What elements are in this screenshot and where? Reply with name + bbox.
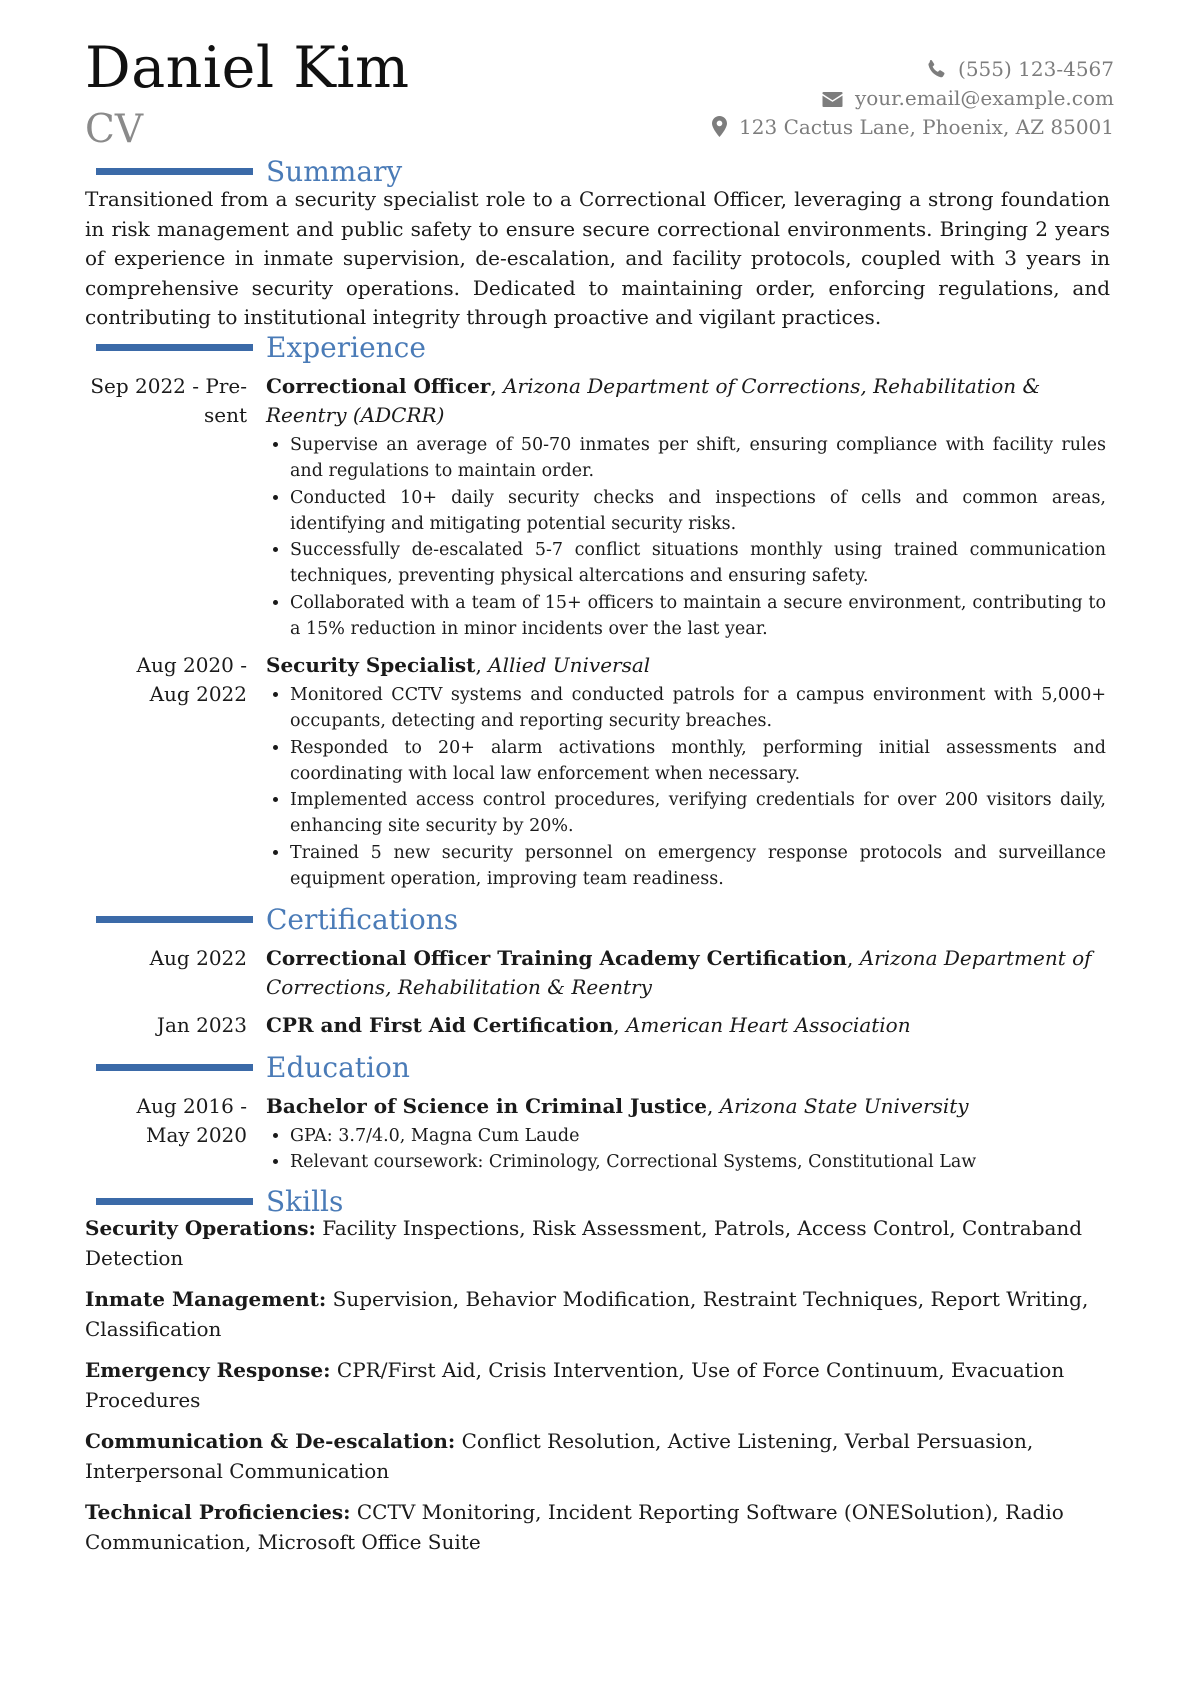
skill-row <box>85 1285 1110 1344</box>
name-heading: Daniel Kim <box>85 35 410 101</box>
date-end: May 2020 <box>146 1123 247 1147</box>
date-end: sent <box>203 403 247 427</box>
section-accent-bar <box>96 1198 253 1205</box>
contact-address <box>712 113 1114 142</box>
issuer: American Heart Association <box>625 1013 911 1037</box>
list-item: • Supervise an average of 50-70 inmates per shift, ensuring compliance with facility rules and regulations to maintain order. <box>290 432 1106 485</box>
section-accent-bar <box>96 168 253 175</box>
skill-text: CPR/First Aid, Crisis Intervention, Use of Force Continuum, Evacuation Procedures <box>85 1358 1065 1412</box>
date-start: Aug 2016 - <box>136 1094 247 1118</box>
skill-text: CCTV Monitoring, Incident Reporting Software (ONESolution), Radio Communication, Microsoft Office Suite <box>85 1500 1064 1554</box>
date-start: Sep 2022 - Pre- <box>90 374 247 398</box>
bullet-list <box>266 1123 1106 1176</box>
skill-label: Emergency Response: <box>85 1358 331 1382</box>
skill-label: Communication & De-escalation: <box>85 1429 456 1453</box>
education-date <box>85 1092 247 1150</box>
experience-date <box>85 651 247 709</box>
skill-label: Technical Proficiencies: <box>85 1500 351 1524</box>
section-accent-bar <box>96 1064 253 1071</box>
location-icon <box>712 116 727 137</box>
date-start: Aug 2020 - <box>136 653 247 677</box>
skill-label: Inmate Management: <box>85 1287 327 1311</box>
employer: Allied Universal <box>488 653 651 677</box>
employer: Arizona Department of Corrections, Rehabilitation & Reentry (ADCRR) <box>266 374 1041 427</box>
institution: Arizona State University <box>719 1094 969 1118</box>
date-end: Aug 2022 <box>149 682 247 706</box>
experience-entry: Security Specialist, Allied Universal • Monitored CCTV systems and conducted patrols for a campus environment with 5,000+ occupants, detecting and reporting security breaches. • Responded to 20+ alarm activations monthly, performing initial assessments and coordinating with local law enforcement when necessary. • Implemented access control procedures, verifying credentials for over 200 visitors daily, enhancing site security by 20%. • Trained 5 new security personnel on emergency response protocols and surveillance equipment operation, improving team readiness. <box>266 651 1106 892</box>
list-item: • Responded to 20+ alarm activations monthly, performing initial assessments and coordinating with local law enforcement when necessary. <box>290 735 1106 788</box>
phone-icon <box>926 59 946 79</box>
certification-title: Correctional Officer Training Academy Certification <box>266 946 847 970</box>
certification-entry: Correctional Officer Training Academy Certification, Arizona Department of Corrections, Rehabilitation & Reentry <box>266 946 1092 999</box>
experience-date <box>85 372 247 430</box>
job-title: Correctional Officer <box>266 374 491 398</box>
skill-row <box>85 1356 1110 1415</box>
contact-block <box>712 55 1114 142</box>
issuer: Arizona Department of Corrections, Rehabilitation & Reentry <box>266 946 1092 999</box>
phone-text: (555) 123-4567 <box>958 57 1114 81</box>
section-accent-bar <box>96 344 253 351</box>
email-icon <box>822 91 843 108</box>
summary-paragraph: Transitioned from a security specialist role to a Correctional Officer, leveraging a strong foundation in risk management and public safety to ensure secure correctional environments. Bringing 2 years of experience in inmate supervision, de-escalation, and facility protocols, coupled with 3 years in comprehensive security operations. Dedicated to maintaining order, enforcing regulations, and contributing to institutional integrity through proactive and vigilant practices. <box>85 187 1110 329</box>
list-item: • Collaborated with a team of 15+ officers to maintain a secure environment, contributing to a 15% reduction in minor incidents over the last year. <box>290 590 1106 643</box>
section-accent-bar <box>96 916 253 923</box>
list-item: • Implemented access control procedures, verifying credentials for over 200 visitors daily, enhancing site security by 20%. <box>290 787 1106 840</box>
certification-date: Aug 2022 <box>149 946 247 970</box>
email-text: your.email@example.com <box>854 86 1114 110</box>
certification-entry: CPR and First Aid Certification, American Heart Association <box>266 1013 911 1037</box>
skill-text: Facility Inspections, Risk Assessment, Patrols, Access Control, Contraband Detection <box>85 1216 1083 1270</box>
list-item: • Monitored CCTV systems and conducted patrols for a campus environment with 5,000+ occupants, detecting and reporting security breaches. <box>290 682 1106 735</box>
certification-title: CPR and First Aid Certification <box>266 1013 614 1037</box>
bullet-list <box>266 682 1106 892</box>
job-title: Security Specialist <box>266 653 476 677</box>
skill-row <box>85 1214 1110 1273</box>
experience-entry: Correctional Officer, Arizona Department of Corrections, Rehabilitation & Reentry (ADCRR) • Supervise an average of 50-70 inmates per shift, ensuring compliance with facility rules and regulations to maintain order. • Conducted 10+ daily security checks and inspections of cells and common areas, identifying and mitigating potential security risks. • Successfully de-escalated 5-7 conflict situations monthly using trained communication techniques, preventing physical altercations and ensuring safety. • Collaborated with a team of 15+ officers to maintain a secure environment, contributing to a 15% reduction in minor incidents over the last year. <box>266 372 1106 642</box>
list-item: • Trained 5 new security personnel on emergency response protocols and surveillance equipment operation, improving team readiness. <box>290 840 1106 893</box>
skill-row <box>85 1498 1110 1557</box>
list-item: • Conducted 10+ daily security checks and inspections of cells and common areas, identifying and mitigating potential security risks. <box>290 485 1106 538</box>
address-text: 123 Cactus Lane, Phoenix, AZ 85001 <box>739 115 1114 139</box>
list-item: • Successfully de-escalated 5-7 conflict situations monthly using trained communication techniques, preventing physical altercations and ensuring safety. <box>290 537 1106 590</box>
education-entry: Bachelor of Science in Criminal Justice, Arizona State University • GPA: 3.7/4.0, Magna Cum Laude • Relevant coursework: Criminology, Correctional Systems, Constitutional Law <box>266 1092 1106 1176</box>
degree-title: Bachelor of Science in Criminal Justice <box>266 1094 707 1118</box>
bullet-list <box>266 432 1106 642</box>
cv-subtitle: CV <box>85 107 144 152</box>
list-item: • Relevant coursework: Criminology, Correctional Systems, Constitutional Law <box>290 1149 1106 1175</box>
contact-phone[interactable] <box>712 55 1114 84</box>
skill-text: Supervision, Behavior Modification, Restraint Techniques, Report Writing, Classification <box>85 1287 1089 1341</box>
skill-row <box>85 1427 1110 1486</box>
section-title: Summary <box>266 155 403 188</box>
section-title: Certifications <box>266 903 459 936</box>
contact-email[interactable] <box>712 84 1114 113</box>
section-title: Education <box>266 1051 410 1084</box>
certification-date: Jan 2023 <box>156 1013 247 1037</box>
skill-text: Conflict Resolution, Active Listening, Verbal Persuasion, Interpersonal Communication <box>85 1429 1034 1483</box>
skill-label: Security Operations: <box>85 1216 316 1240</box>
list-item: • GPA: 3.7/4.0, Magna Cum Laude <box>290 1123 1106 1149</box>
section-title: Skills <box>266 1185 344 1218</box>
section-title: Experience <box>266 331 426 364</box>
